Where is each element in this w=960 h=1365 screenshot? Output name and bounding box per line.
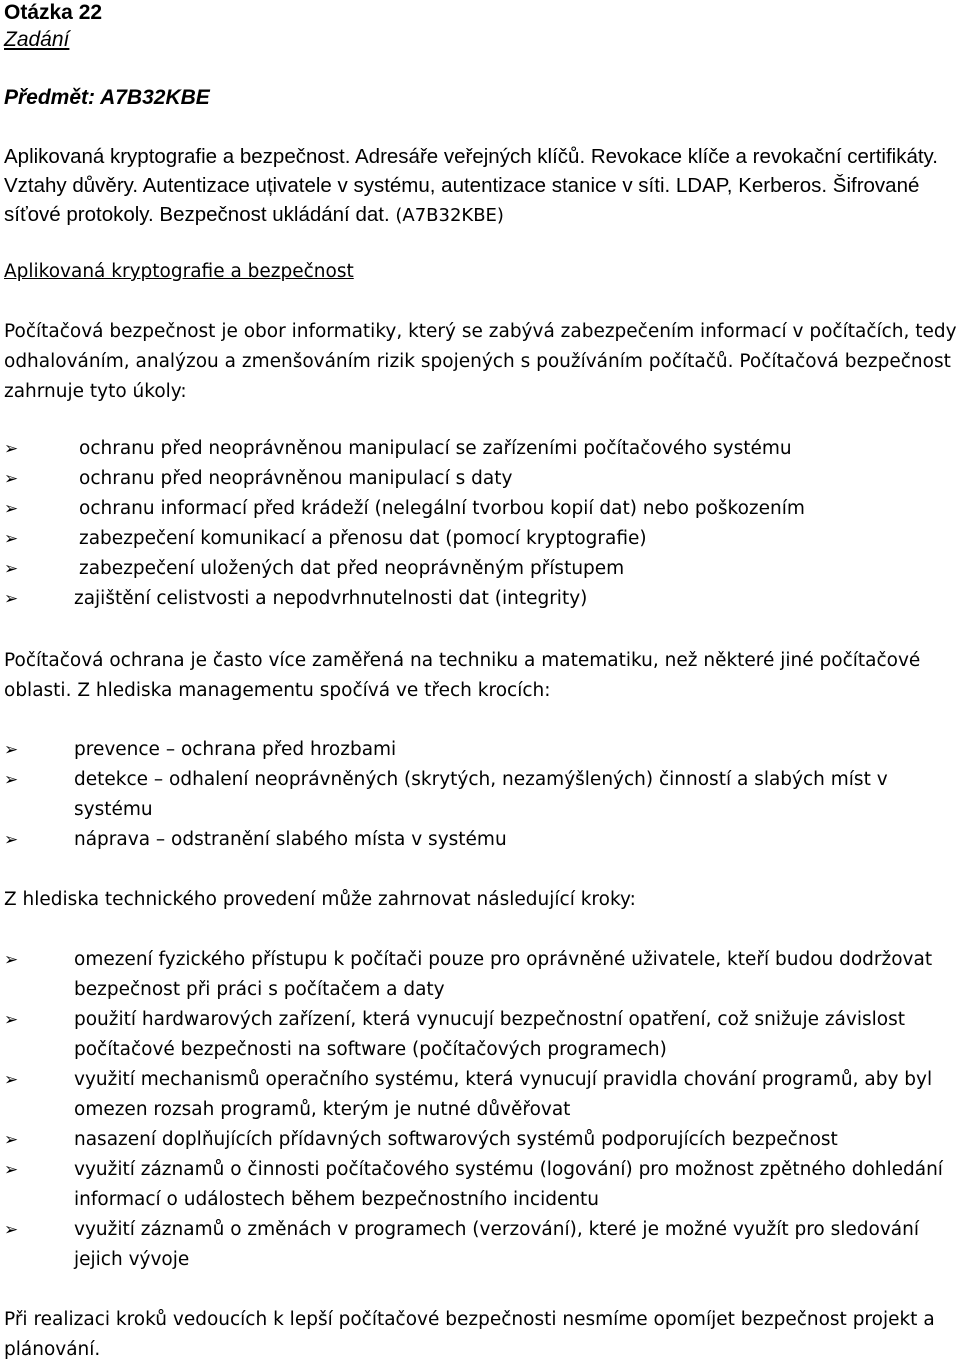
arrowhead-bullet-icon: ➢ [4, 1070, 19, 1090]
assignment-body: Aplikovaná kryptografie a bezpečnost. Adresáře veřejných klíčů. Revokace klíče a revokační certifikáty. Vztahy důvěry. Autentizace uțivatele v systému, autentizace stanice v síti. LDAP, Kerberos. Šifrované síťové protokoly. Bezpečnost ukládání dat. [4, 145, 938, 226]
list-item: ➢ ochranu před neoprávněnou manipulací se zařízeními počítačového systému [4, 434, 958, 464]
intro-paragraph: Počítačová bezpečnost je obor informatiky, který se zabývá zabezpečením informací v počítačích, tedy odhalováním, analýzou a zmenšováním rizik spojených s používáním počítačů. Počítačová bezpečnost zahrnuje tyto úkoly: [4, 321, 957, 402]
list-item: ➢ zabezpečení uložených dat před neoprávněným přístupem [4, 554, 958, 584]
arrowhead-bullet-icon: ➢ [4, 770, 19, 790]
assignment-text [4, 142, 954, 230]
list-item: ➢ omezení fyzického přístupu k počítači pouze pro oprávněné uživatele, kteří budou dodržovat bezpečnost při práci s počítačem a daty [4, 945, 958, 1005]
list-item: ➢ využití mechanismů operačního systému, která vynucují pravidla chování programů, aby byl omezen rozsah programů, kterým je nutné důvěřovat [4, 1065, 958, 1125]
arrowhead-bullet-icon: ➢ [4, 830, 19, 850]
technical-steps-list [4, 945, 958, 1275]
list-item: ➢ zajištění celistvosti a nepodvrhnutelnosti dat (integrity) [4, 584, 958, 614]
arrowhead-bullet-icon: ➢ [4, 740, 19, 760]
list-item: ➢ použití hardwarových zařízení, která vynucují bezpečnostní opatření, což snižuje závislost počítačové bezpečnosti na software (počítačových programech) [4, 1005, 958, 1065]
arrowhead-bullet-icon: ➢ [4, 950, 19, 970]
arrowhead-bullet-icon: ➢ [4, 499, 19, 519]
arrowhead-bullet-icon: ➢ [4, 1130, 19, 1150]
list-item: ➢ zabezpečení komunikací a přenosu dat (pomocí kryptografie) [4, 524, 958, 554]
arrowhead-bullet-icon: ➢ [4, 559, 19, 579]
arrowhead-bullet-icon: ➢ [4, 589, 19, 609]
list-item: ➢ využití záznamů o činnosti počítačového systému (logování) pro možnost zpětného dohledání informací o událostech během bezpečnostního incidentu [4, 1155, 958, 1215]
closing-paragraph: Při realizaci kroků vedoucích k lepší počítačové bezpečnosti nesmíme opomíjet bezpečnost projekt a plánování. [4, 1309, 935, 1360]
technical-paragraph: Z hlediska technického provedení může zahrnovat následující kroky: [4, 889, 636, 910]
management-paragraph: Počítačová ochrana je často více zaměřená na techniku a matematiku, než některé jiné počítačové oblasti. Z hlediska managementu spočívá ve třech krocích: [4, 650, 921, 701]
list-item: ➢ prevence – ochrana před hrozbami [4, 735, 958, 765]
subject-line: Předmět: A7B32KBE [4, 86, 210, 109]
assignment-code: (A7B32KBE) [395, 205, 504, 226]
arrowhead-bullet-icon: ➢ [4, 1010, 19, 1030]
list-item: ➢ náprava – odstranění slabého místa v systému [4, 825, 958, 855]
list-item: ➢ využití záznamů o změnách v programech (verzování), které je možné využít pro sledování jejich vývoje [4, 1215, 958, 1275]
list-item: ➢ nasazení doplňujících přídavných softwarových systémů podporujících bezpečnost [4, 1125, 958, 1155]
arrowhead-bullet-icon: ➢ [4, 469, 19, 489]
tasks-list [4, 434, 958, 614]
arrowhead-bullet-icon: ➢ [4, 1160, 19, 1180]
arrowhead-bullet-icon: ➢ [4, 1220, 19, 1240]
list-item: ➢ detekce – odhalení neoprávněných (skrytých, nezamýšlených) činností a slabých míst v systému [4, 765, 958, 825]
list-item: ➢ ochranu informací před krádeží (nelegální tvorbou kopií dat) nebo poškozením [4, 494, 958, 524]
arrowhead-bullet-icon: ➢ [4, 439, 19, 459]
list-item: ➢ ochranu před neoprávněnou manipulací s daty [4, 464, 958, 494]
question-title: Otázka 22 [4, 1, 103, 24]
section-heading: Aplikovaná kryptografie a bezpečnost [4, 261, 354, 282]
assignment-link[interactable]: Zadání [4, 28, 70, 51]
arrowhead-bullet-icon: ➢ [4, 529, 19, 549]
management-steps-list [4, 735, 958, 855]
